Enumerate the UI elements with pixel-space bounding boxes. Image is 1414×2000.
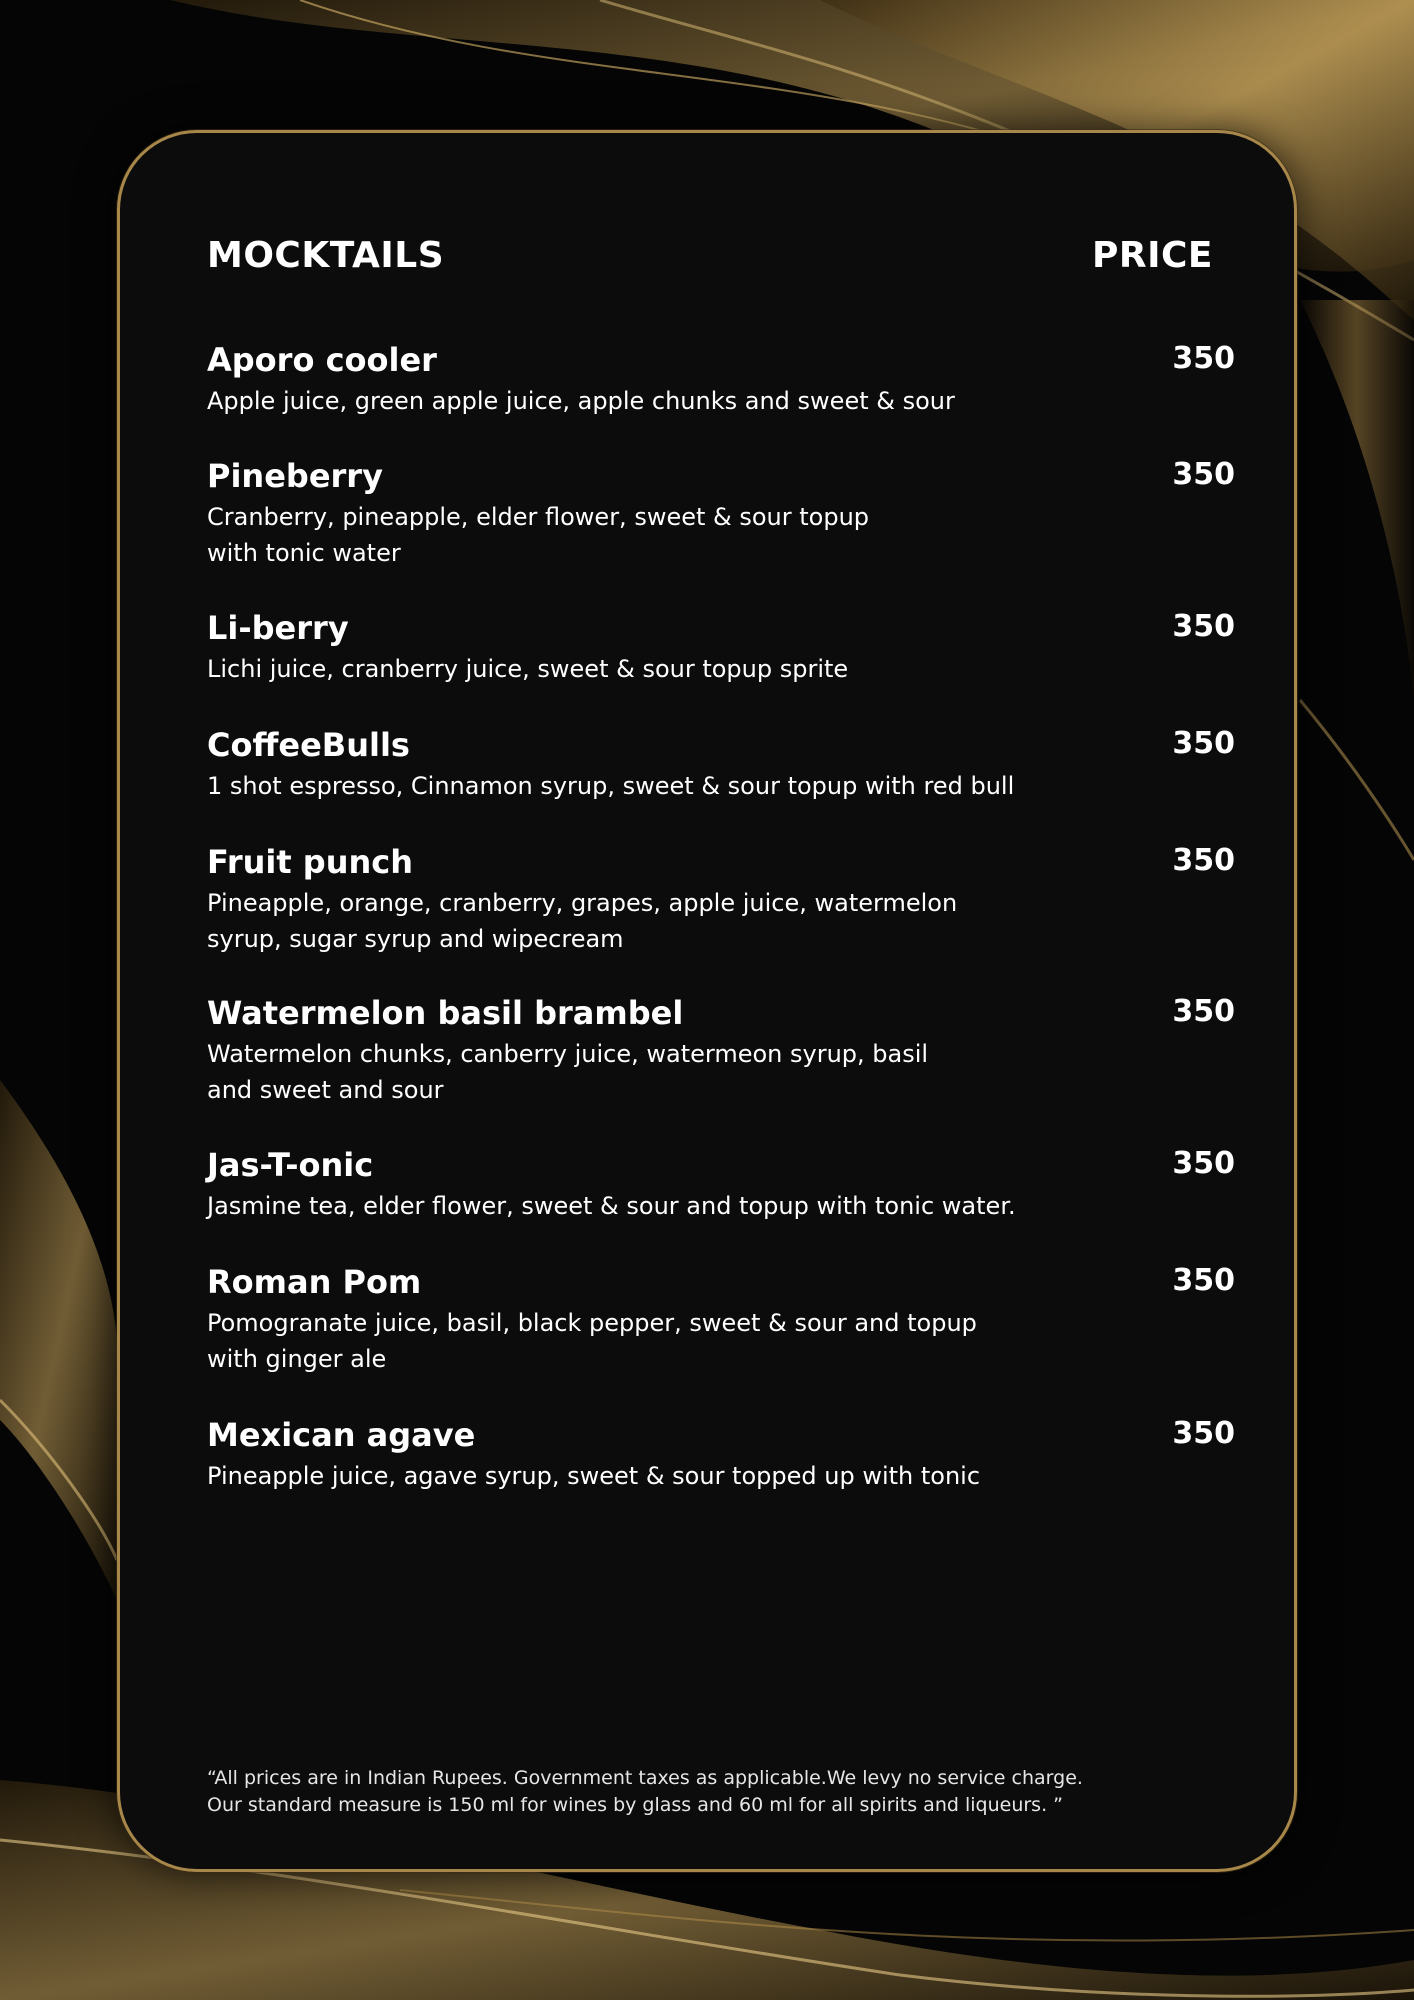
- item-name: Aporo cooler: [207, 341, 437, 379]
- price-header: PRICE: [1091, 235, 1213, 276]
- item-name: Jas-T-onic: [207, 1146, 374, 1184]
- item-name: Watermelon basil brambel: [207, 994, 684, 1032]
- section-title: MOCKTAILS: [207, 235, 445, 276]
- item-name: Fruit punch: [207, 843, 413, 881]
- item-description: Pomogranate juice, basil, black pepper, sweet & sour and topup with ginger ale: [207, 1309, 977, 1373]
- menu-header: [207, 235, 1213, 285]
- item-price: 350: [1172, 843, 1235, 878]
- item-price: 350: [1172, 1416, 1235, 1451]
- item-price: 350: [1172, 726, 1235, 761]
- item-price: 350: [1172, 1146, 1235, 1181]
- price-footnote: “All prices are in Indian Rupees. Government taxes as applicable.We levy no service charge. Our standard measure is 150 ml for wines by glass and 60 ml for all spirits and liqueurs. ”: [207, 1767, 1083, 1816]
- item-description: Lichi juice, cranberry juice, sweet & sour topup sprite: [207, 655, 849, 683]
- item-description: Pineapple, orange, cranberry, grapes, apple juice, watermelon syrup, sugar syrup and wipecream: [207, 889, 958, 953]
- item-name: Mexican agave: [207, 1416, 476, 1454]
- item-price: 350: [1172, 341, 1235, 376]
- item-description: Apple juice, green apple juice, apple chunks and sweet & sour: [207, 387, 955, 415]
- item-name: Li-berry: [207, 609, 349, 647]
- item-price: 350: [1172, 994, 1235, 1029]
- item-price: 350: [1172, 1263, 1235, 1298]
- item-description: Watermelon chunks, canberry juice, watermeon syrup, basil and sweet and sour: [207, 1040, 929, 1104]
- item-price: 350: [1172, 457, 1235, 492]
- item-name: Roman Pom: [207, 1263, 422, 1301]
- menu-card: [117, 130, 1297, 1872]
- item-description: Jasmine tea, elder flower, sweet & sour and topup with tonic water.: [207, 1192, 1016, 1220]
- item-name: CoffeeBulls: [207, 726, 410, 764]
- item-price: 350: [1172, 609, 1235, 644]
- item-name: Pineberry: [207, 457, 383, 495]
- item-description: 1 shot espresso, Cinnamon syrup, sweet & sour topup with red bull: [207, 772, 1015, 800]
- item-description: Cranberry, pineapple, elder flower, sweet & sour topup with tonic water: [207, 503, 870, 567]
- item-description: Pineapple juice, agave syrup, sweet & sour topped up with tonic: [207, 1462, 981, 1490]
